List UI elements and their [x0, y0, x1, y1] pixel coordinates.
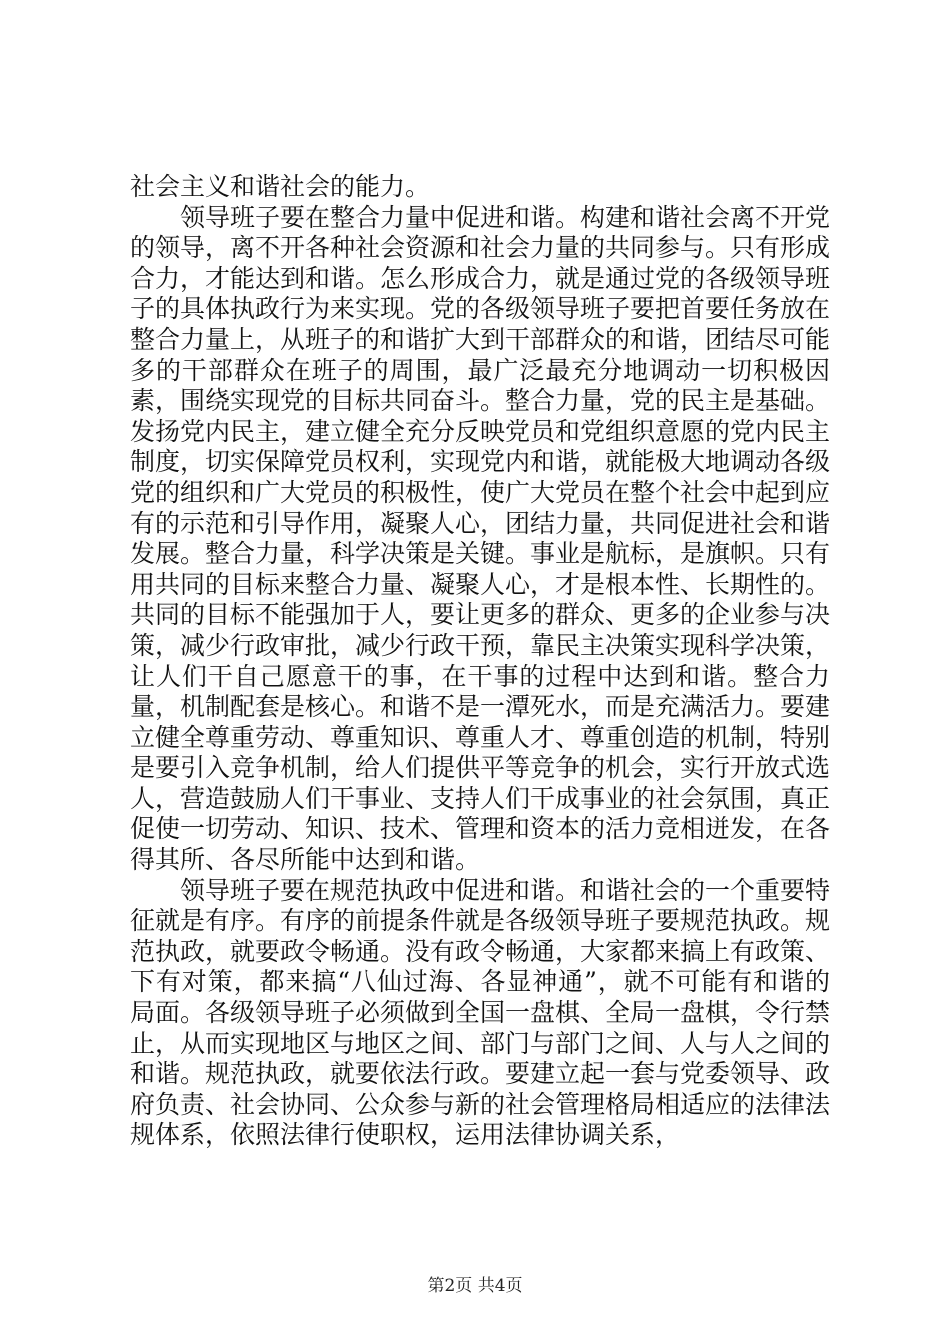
paragraph-continuation: 社会主义和谐社会的能力。 — [130, 172, 431, 201]
document-body — [130, 172, 830, 1151]
paragraph-governance: 领导班子要在规范执政中促进和谐。和谐社会的一个重要特征就是有序。有序的前提条件就是各级领导班子要规范执政。规范执政，就要政令畅通。没有政令畅通，大家都来搞上有政策、下有对策，都来搞“八仙过海、各显神通”，就不可能有和谐的局面。各级领导班子必须做到全国一盘棋、全局一盘棋，令行禁止，从而实现地区与地区之间、部门与部门之间、人与人之间的和谐。规范执政，就要依法行政。要建立起一套与党委领导、政府负责、社会协同、公众参与新的社会管理格局相适应的法律法规体系，依照法律行使职权，运用法律协调关系， — [130, 875, 831, 1150]
paragraph-integration: 领导班子要在整合力量中促进和谐。构建和谐社会离不开党的领导，离不开各种社会资源和社会力量的共同参与。只有形成合力，才能达到和谐。怎么形成合力，就是通过党的各级领导班子的具体执政行为来实现。党的各级领导班子要把首要任务放在整合力量上，从班子的和谐扩大到干部群众的和谐，团结尽可能多的干部群众在班子的周围，最广泛最充分地调动一切积极因素，围绕实现党的目标共同奋斗。整合力量，党的民主是基础。发扬党内民主，建立健全充分反映党员和党组织意愿的党内民主制度，切实保障党员权利，实现党内和谐，就能极大地调动各级党的组织和广大党员的积极性，使广大党员在整个社会中起到应有的示范和引导作用，凝聚人心，团结力量，共同促进社会和谐发展。整合力量，科学决策是关键。事业是航标，是旗帜。只有用共同的目标来整合力量、凝聚人心，才是根本性、长期性的。共同的目标不能强加于人，要让更多的群众、更多的企业参与决策，减少行政审批，减少行政干预，靠民主决策实现科学决策，让人们干自己愿意干的事，在干事的过程中达到和谐。整合力量，机制配套是核心。和谐不是一潭死水，而是充满活力。要建立健全尊重劳动、尊重知识、尊重人才、尊重创造的机制，特别是要引入竞争机制，给人们提供平等竞争的机会，实行开放式选人，营造鼓励人们干事业、支持人们干成事业的社会氛围，真正促使一切劳动、知识、技术、管理和资本的活力竞相迸发，在各得其所、各尽所能中达到和谐。 — [130, 202, 831, 875]
page-footer — [0, 1276, 950, 1296]
page-number: 第2页 共4页 — [427, 1276, 523, 1296]
